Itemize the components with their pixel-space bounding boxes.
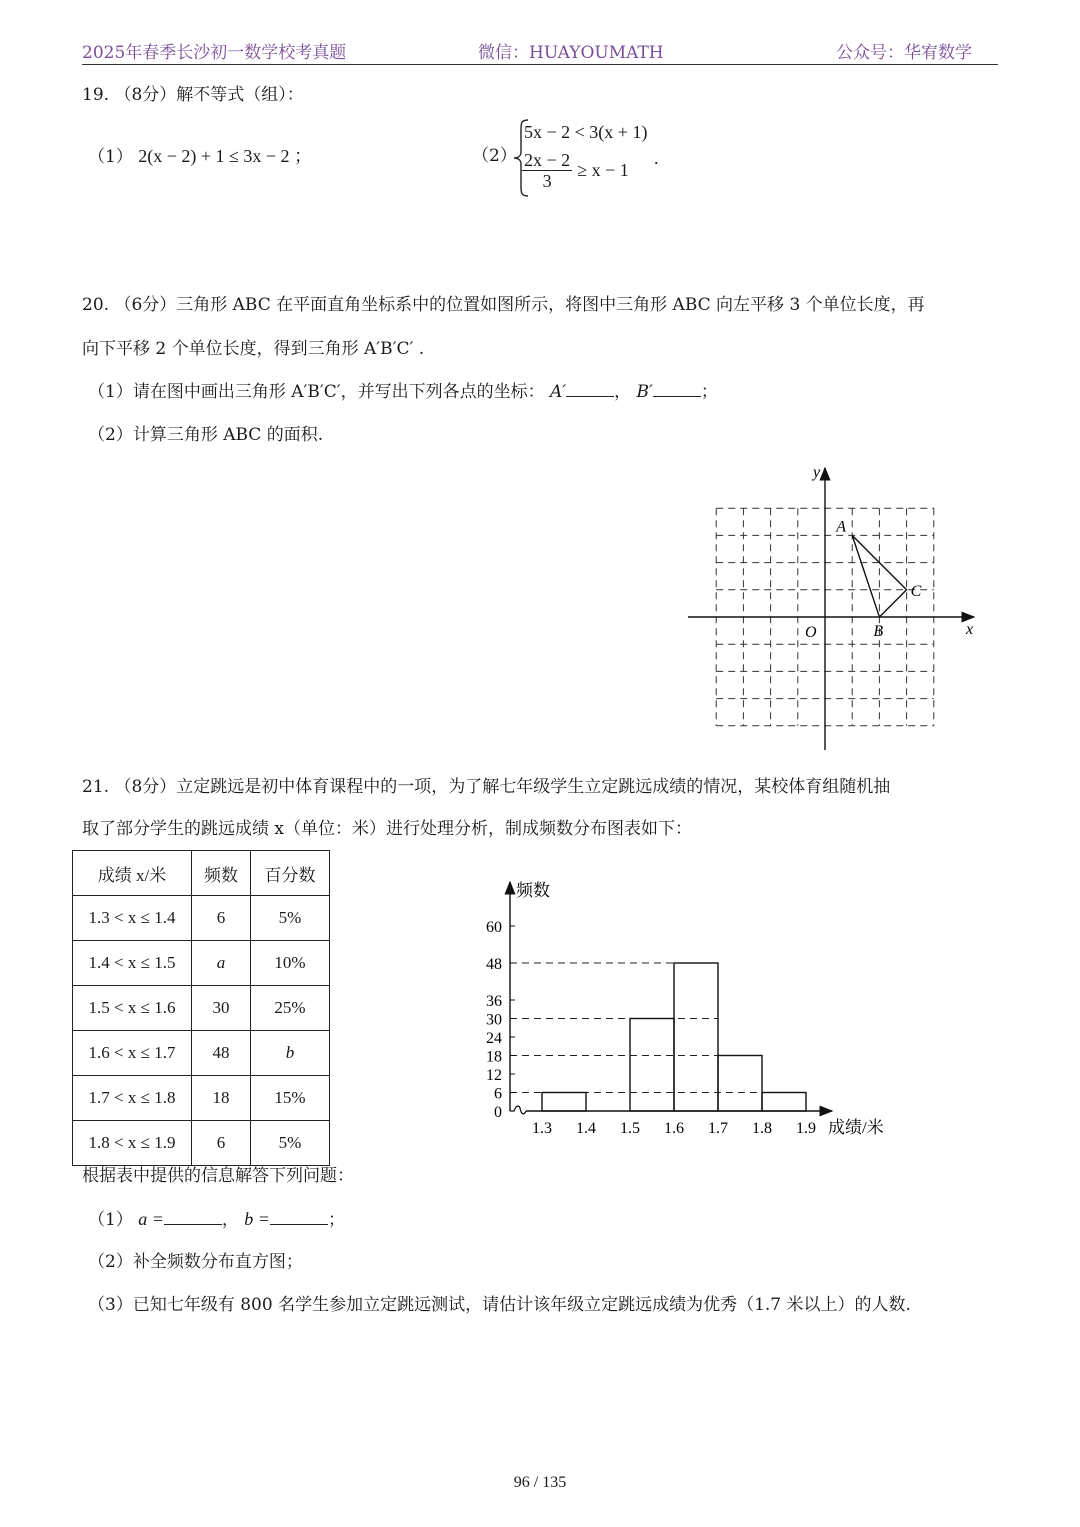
q20-part1-sep: ， (614, 382, 632, 402)
q19-part2-rest: ≥ x − 1 (577, 160, 629, 180)
frequency-table (72, 850, 330, 1166)
x-tick-label: 1.6 (664, 1120, 684, 1137)
header-left: 2025年春季长沙初一数学校考真题 (82, 43, 347, 63)
table-cell: 48 (192, 1031, 251, 1076)
q20-part1-end: ； (700, 382, 718, 402)
page-number: 96 / 135 (513, 1474, 567, 1491)
table-header-row (73, 851, 330, 896)
table-cell: 5% (251, 896, 330, 941)
q21-part1-end: ； (327, 1210, 345, 1230)
x-tick-label: 1.7 (708, 1120, 728, 1137)
table-cell: 1.6 < x ≤ 1.7 (73, 1031, 192, 1076)
q20-B-prime-label: B′ (636, 382, 653, 402)
q19-fraction-num: 2x − 2 (524, 150, 571, 170)
table-header-cell: 成绩 x/米 (73, 851, 192, 896)
histogram-bar (542, 1093, 586, 1112)
x-axis-title: 成绩/米 (828, 1118, 884, 1137)
q20-line1: 20. （6分）三角形 ABC 在平面直角坐标系中的位置如图所示，将图中三角形 ABC 向左平移 3 个单位长度，再 (82, 295, 925, 315)
table-cell: 1.4 < x ≤ 1.5 (73, 941, 192, 986)
x-axis-label: x (966, 621, 974, 638)
table-cell: 25% (251, 986, 330, 1031)
table-row (73, 941, 330, 986)
q19-part1-label: （1） (88, 147, 133, 167)
y-tick-label: 36 (486, 993, 502, 1010)
table-row (73, 1076, 330, 1121)
x-tick-label: 1.8 (752, 1120, 772, 1137)
x-tick-label: 1.5 (620, 1120, 640, 1137)
x-ticks (532, 1120, 816, 1137)
q20-line2: 向下平移 2 个单位长度，得到三角形 A′B′C′ . (82, 339, 425, 359)
q20-part1 (88, 381, 718, 403)
x-tick-label: 1.3 (532, 1120, 552, 1137)
table-row (73, 986, 330, 1031)
q21-after: 根据表中提供的信息解答下列问题： (82, 1166, 354, 1186)
header-center: 微信：HUAYOUMATH (478, 43, 664, 63)
q21-part3: （3）已知七年级有 800 名学生参加立定跳远测试，请估计该年级立定跳远成绩为优秀（1.7 米以上）的人数. (88, 1295, 911, 1315)
histogram-bars (542, 963, 806, 1111)
q20-part1-text: （1）请在图中画出三角形 A′B′C′，并写出下列各点的坐标： (88, 382, 545, 402)
table-cell: 30 (192, 986, 251, 1031)
answer-blank[interactable] (164, 1210, 222, 1225)
table-cell: 10% (251, 941, 330, 986)
q19-part2-end: . (654, 148, 659, 168)
table-row (73, 1031, 330, 1076)
y-tick-label: 6 (494, 1085, 502, 1103)
q21-part1-sep: ， (221, 1210, 239, 1230)
q19-part2-line2 (522, 150, 629, 191)
q19-fraction-den: 3 (542, 171, 552, 191)
table-header-cell: 频数 (192, 851, 251, 896)
q21-line2: 取了部分学生的跳远成绩 x（单位：米）进行处理分析，制成频数分布图表如下： (82, 819, 692, 839)
q21-part1-label: （1） (88, 1210, 133, 1230)
y-tick-label: 30 (486, 1011, 502, 1029)
frequency-histogram (470, 872, 910, 1144)
q19-title: 19. （8分）解不等式（组）： (82, 85, 304, 105)
table-cell: 5% (251, 1121, 330, 1166)
histogram-bar (630, 1019, 674, 1112)
y-tick-label: 12 (486, 1067, 502, 1084)
table-cell: 6 (192, 1121, 251, 1166)
q20-A-prime-label: A′ (549, 382, 567, 402)
table-cell: 1.8 < x ≤ 1.9 (73, 1121, 192, 1166)
table-cell: 1.3 < x ≤ 1.4 (73, 896, 192, 941)
y-tick-label: 48 (486, 956, 502, 973)
point-a-label: A (836, 518, 846, 536)
q21-part1 (88, 1208, 345, 1231)
histogram-bar (762, 1093, 806, 1112)
x-tick-label: 1.4 (576, 1120, 596, 1137)
table-row (73, 1121, 330, 1166)
coordinate-grid-figure (680, 458, 990, 758)
table-cell: 18 (192, 1076, 251, 1121)
y-tick-label: 60 (486, 919, 502, 936)
table-cell: 1.5 < x ≤ 1.6 (73, 986, 192, 1031)
table-cell: 15% (251, 1076, 330, 1121)
y-axis-title: 频数 (516, 881, 550, 900)
table-cell: a (192, 941, 251, 986)
table-cell: 1.7 < x ≤ 1.8 (73, 1076, 192, 1121)
q19-part1-expr: 2(x − 2) + 1 ≤ 3x − 2 ； (138, 146, 313, 166)
answer-blank[interactable] (270, 1210, 328, 1225)
table-row (73, 896, 330, 941)
y-tick-label: 18 (486, 1048, 502, 1066)
table-header-cell: 百分数 (251, 851, 330, 896)
q19-part1 (88, 145, 312, 168)
y-axis-label: y (813, 464, 821, 481)
axis-break-icon (510, 1106, 526, 1114)
histogram-bar (718, 1056, 762, 1112)
header-rule (82, 64, 998, 65)
origin-label: O (805, 624, 817, 641)
table-cell: 6 (192, 896, 251, 941)
q21-part2: （2）补全频数分布直方图； (88, 1252, 303, 1272)
q20-part2: （2）计算三角形 ABC 的面积. (88, 425, 324, 445)
point-c-label: C (910, 582, 922, 600)
x-tick-label: 1.9 (796, 1120, 816, 1137)
answer-blank[interactable] (653, 382, 701, 397)
q19-part2-label: （2） (472, 146, 517, 166)
y-tick-label: 0 (494, 1104, 502, 1121)
q19-fraction (522, 150, 572, 191)
y-tick-label: 24 (486, 1030, 502, 1047)
histogram-bar (674, 963, 718, 1111)
q19-part2-line1: 5x − 2 < 3(x + 1) (524, 122, 648, 142)
point-b-label: B (873, 623, 884, 640)
answer-blank[interactable] (566, 382, 614, 397)
q21-line1: 21. （8分）立定跳远是初中体育课程中的一项，为了解七年级学生立定跳远成绩的情况，某校体育组随机抽 (82, 777, 891, 797)
q21-b-eq: b = (244, 1209, 270, 1229)
table-cell: b (251, 1031, 330, 1076)
q21-a-eq: a = (138, 1209, 164, 1229)
header-right: 公众号：华宥数学 (836, 43, 972, 63)
